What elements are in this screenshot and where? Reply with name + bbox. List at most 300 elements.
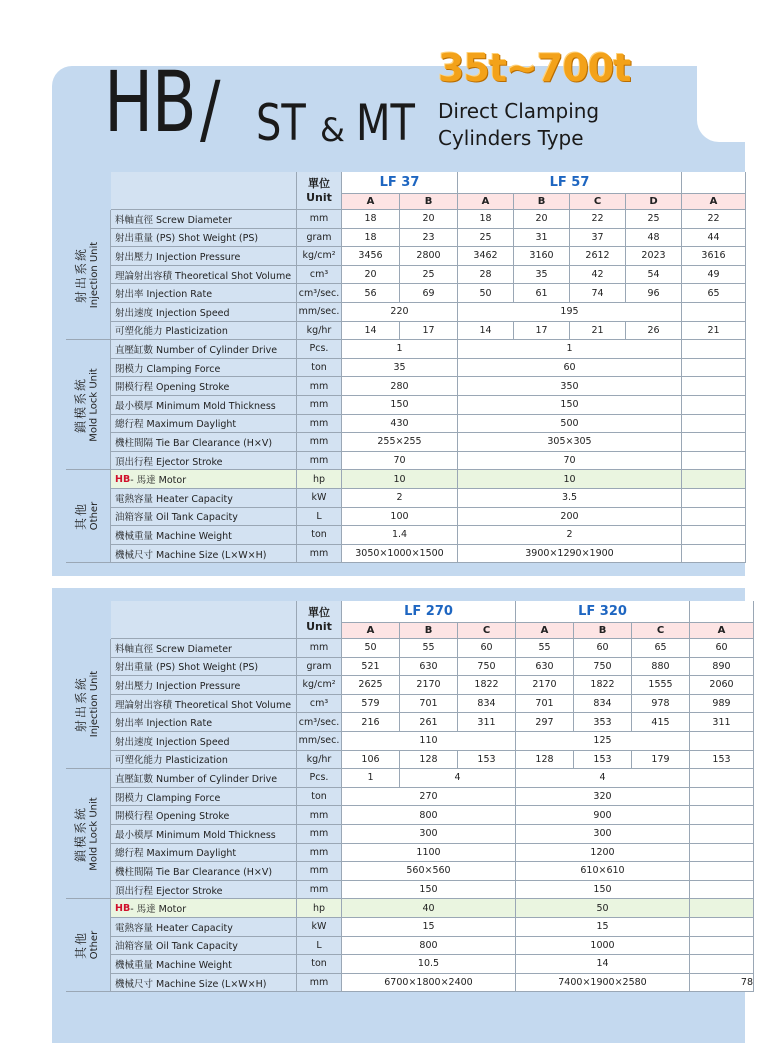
value-cell: 14 bbox=[458, 322, 514, 341]
value-cell: 40 bbox=[342, 899, 516, 918]
value-cell: 2170 bbox=[400, 676, 458, 695]
title-mt: MT bbox=[356, 94, 415, 152]
value-cell: 78 bbox=[690, 974, 754, 993]
value-cell: 35 bbox=[514, 266, 570, 285]
value-cell: 153 bbox=[690, 751, 754, 770]
row-unit: mm bbox=[297, 806, 342, 825]
row-unit: mm bbox=[297, 545, 342, 564]
value-cell: 21 bbox=[570, 322, 626, 341]
row-label-text: 機柱間隔 Tie Bar Clearance (H×V) bbox=[115, 866, 273, 878]
value-cell: 128 bbox=[516, 751, 574, 770]
row-label-text: - 馬達 Motor bbox=[130, 475, 187, 487]
value-cell: 74 bbox=[570, 284, 626, 303]
value-cell: 750 bbox=[458, 658, 516, 677]
row-label-text: 直壓缸數 Number of Cylinder Drive bbox=[115, 344, 278, 356]
value-cell: 48 bbox=[626, 229, 682, 248]
hb-prefix: HB bbox=[115, 902, 131, 914]
row-label-text: 射出重量 (PS) Shot Weight (PS) bbox=[115, 662, 259, 674]
value-cell: 10 bbox=[458, 470, 682, 489]
row-label-text: 可塑化能力 Plasticization bbox=[115, 326, 228, 338]
row-unit: ton bbox=[297, 788, 342, 807]
value-cell: 834 bbox=[574, 695, 632, 714]
value-cell: 14 bbox=[516, 955, 690, 974]
row-label bbox=[111, 415, 297, 434]
row-label bbox=[111, 452, 297, 471]
value-cell: 1200 bbox=[516, 844, 690, 863]
value-cell: 630 bbox=[400, 658, 458, 677]
group-label-zh: 鎖模系統 bbox=[74, 376, 89, 433]
value-cell: 49 bbox=[682, 266, 746, 285]
value-cell bbox=[682, 359, 746, 378]
row-label bbox=[111, 266, 297, 285]
value-cell: 96 bbox=[626, 284, 682, 303]
variant-header: B bbox=[400, 623, 458, 639]
value-cell bbox=[682, 526, 746, 545]
group-label-text bbox=[75, 241, 101, 307]
row-unit: mm/sec. bbox=[297, 732, 342, 751]
row-label bbox=[111, 340, 297, 359]
group-label-zh: 其他 bbox=[74, 931, 88, 960]
row-unit: mm bbox=[297, 210, 342, 229]
value-cell: 21 bbox=[682, 322, 746, 341]
header-notch bbox=[697, 66, 757, 142]
unit-header-zh: 單位 bbox=[308, 176, 330, 190]
row-unit: gram bbox=[297, 658, 342, 677]
row-label-text: 機械重量 Machine Weight bbox=[115, 530, 232, 542]
value-cell: 989 bbox=[690, 695, 754, 714]
value-cell: 17 bbox=[514, 322, 570, 341]
value-cell: 255×255 bbox=[342, 433, 458, 452]
value-cell: 70 bbox=[458, 452, 682, 471]
row-label bbox=[111, 396, 297, 415]
row-label-text: 機柱間隔 Tie Bar Clearance (H×V) bbox=[115, 437, 273, 449]
value-cell: 50 bbox=[516, 899, 690, 918]
row-unit: mm bbox=[297, 974, 342, 993]
value-cell: 20 bbox=[514, 210, 570, 229]
row-label bbox=[111, 359, 297, 378]
value-cell: 350 bbox=[458, 377, 682, 396]
row-label bbox=[111, 713, 297, 732]
value-cell: 978 bbox=[632, 695, 690, 714]
value-cell: 1 bbox=[342, 340, 458, 359]
value-cell: 2 bbox=[458, 526, 682, 545]
row-unit: mm bbox=[297, 415, 342, 434]
row-label-text: 射出速度 Injection Speed bbox=[115, 307, 230, 319]
variant-header: B bbox=[574, 623, 632, 639]
row-label-text: 頂出行程 Ejector Stroke bbox=[115, 456, 223, 468]
value-cell: 25 bbox=[400, 266, 458, 285]
unit-header-zh: 單位 bbox=[308, 605, 330, 619]
group-label bbox=[66, 470, 111, 563]
value-cell: 834 bbox=[458, 695, 516, 714]
row-label bbox=[111, 545, 297, 564]
value-cell: 1000 bbox=[516, 937, 690, 956]
row-unit: hp bbox=[297, 470, 342, 489]
value-cell: 3900×1290×1900 bbox=[458, 545, 682, 564]
unit-header-en: Unit bbox=[306, 619, 332, 633]
row-label-text: 料軸直徑 Screw Diameter bbox=[115, 214, 232, 226]
value-cell: 195 bbox=[458, 303, 682, 322]
value-cell: 521 bbox=[342, 658, 400, 677]
variant-header: A bbox=[458, 194, 514, 210]
group-label-zh: 鎖模系統 bbox=[74, 805, 89, 862]
row-label bbox=[111, 695, 297, 714]
group-label-text bbox=[75, 502, 101, 530]
value-cell: 60 bbox=[458, 639, 516, 658]
value-cell bbox=[682, 303, 746, 322]
row-unit: cm³ bbox=[297, 695, 342, 714]
model-header: LF 37 bbox=[342, 172, 458, 194]
value-cell: 2 bbox=[342, 489, 458, 508]
variant-header: C bbox=[570, 194, 626, 210]
value-cell: 15 bbox=[342, 918, 516, 937]
value-cell: 54 bbox=[626, 266, 682, 285]
model-header: LF 270 bbox=[342, 601, 516, 623]
value-cell bbox=[690, 937, 754, 956]
row-label-text: 開模行程 Opening Stroke bbox=[115, 382, 230, 394]
row-label-text: 最小模厚 Minimum Mold Thickness bbox=[115, 829, 276, 841]
value-cell: 42 bbox=[570, 266, 626, 285]
value-cell: 153 bbox=[458, 751, 516, 770]
value-cell bbox=[682, 433, 746, 452]
value-cell: 44 bbox=[682, 229, 746, 248]
row-label bbox=[111, 322, 297, 341]
unit-header bbox=[297, 172, 342, 210]
row-label-text: 機械尺寸 Machine Size (L×W×H) bbox=[115, 978, 267, 990]
value-cell: 2625 bbox=[342, 676, 400, 695]
brand-title: HB bbox=[104, 53, 196, 151]
value-cell: 200 bbox=[458, 508, 682, 527]
row-label-text: 理論射出容積 Theoretical Shot Volume bbox=[115, 699, 292, 711]
row-label-text: 料軸直徑 Screw Diameter bbox=[115, 643, 232, 655]
value-cell: 15 bbox=[516, 918, 690, 937]
value-cell: 150 bbox=[342, 881, 516, 900]
row-unit: Pcs. bbox=[297, 769, 342, 788]
value-cell: 22 bbox=[570, 210, 626, 229]
row-label-text: 閉模力 Clamping Force bbox=[115, 792, 221, 804]
row-label bbox=[111, 247, 297, 266]
value-cell: 20 bbox=[400, 210, 458, 229]
row-label-text: 直壓缸數 Number of Cylinder Drive bbox=[115, 773, 278, 785]
value-cell: 500 bbox=[458, 415, 682, 434]
value-cell: 18 bbox=[342, 210, 400, 229]
row-label-text: 射出率 Injection Rate bbox=[115, 289, 213, 301]
value-cell: 150 bbox=[516, 881, 690, 900]
value-cell: 70 bbox=[342, 452, 458, 471]
value-cell: 2612 bbox=[570, 247, 626, 266]
model-header: LF 320 bbox=[516, 601, 690, 623]
row-label-text: 電熱容量 Heater Capacity bbox=[115, 493, 233, 505]
group-label-en: Injection Unit bbox=[89, 241, 100, 308]
unit-header-en: Unit bbox=[306, 190, 332, 204]
group-label-zh: 射出系統 bbox=[74, 675, 88, 732]
row-label-text: 電熱容量 Heater Capacity bbox=[115, 922, 233, 934]
value-cell bbox=[682, 489, 746, 508]
row-label-text: 最小模厚 Minimum Mold Thickness bbox=[115, 400, 276, 412]
row-unit: kW bbox=[297, 918, 342, 937]
value-cell: 37 bbox=[570, 229, 626, 248]
row-label bbox=[111, 751, 297, 770]
group-label bbox=[66, 639, 111, 769]
row-label-text: 總行程 Maximum Daylight bbox=[115, 419, 237, 431]
variant-header: A bbox=[690, 623, 754, 639]
product-description bbox=[438, 98, 599, 152]
value-cell bbox=[690, 918, 754, 937]
variant-header: A bbox=[682, 194, 746, 210]
type-header bbox=[111, 601, 297, 639]
value-cell: 55 bbox=[516, 639, 574, 658]
value-cell: 1 bbox=[342, 769, 400, 788]
group-label-en: Injection Unit bbox=[89, 670, 100, 737]
row-label bbox=[111, 489, 297, 508]
unit-header bbox=[297, 601, 342, 639]
row-unit: kg/cm² bbox=[297, 247, 342, 266]
value-cell: 1555 bbox=[632, 676, 690, 695]
variant-header: C bbox=[632, 623, 690, 639]
value-cell bbox=[682, 396, 746, 415]
value-cell: 4 bbox=[400, 769, 516, 788]
row-unit: ton bbox=[297, 359, 342, 378]
value-cell: 10.5 bbox=[342, 955, 516, 974]
row-label-text: 頂出行程 Ejector Stroke bbox=[115, 885, 223, 897]
group-label-zh: 射出系統 bbox=[74, 246, 88, 303]
row-label-text: 油箱容量 Oil Tank Capacity bbox=[115, 512, 238, 524]
value-cell: 800 bbox=[342, 937, 516, 956]
value-cell: 128 bbox=[400, 751, 458, 770]
row-label bbox=[111, 284, 297, 303]
variant-header: A bbox=[342, 194, 400, 210]
row-label-text: 射出速度 Injection Speed bbox=[115, 736, 230, 748]
row-unit: mm bbox=[297, 377, 342, 396]
value-cell bbox=[682, 545, 746, 564]
value-cell: 800 bbox=[342, 806, 516, 825]
group-label bbox=[66, 769, 111, 899]
row-unit: kg/hr bbox=[297, 322, 342, 341]
row-label-text: 油箱容量 Oil Tank Capacity bbox=[115, 941, 238, 953]
value-cell: 65 bbox=[682, 284, 746, 303]
row-label-text: - 馬達 Motor bbox=[130, 904, 187, 916]
row-unit: mm bbox=[297, 881, 342, 900]
value-cell: 3616 bbox=[682, 247, 746, 266]
row-unit: mm/sec. bbox=[297, 303, 342, 322]
value-cell: 60 bbox=[690, 639, 754, 658]
group-label bbox=[66, 340, 111, 470]
value-cell: 50 bbox=[458, 284, 514, 303]
value-cell: 153 bbox=[574, 751, 632, 770]
value-cell: 415 bbox=[632, 713, 690, 732]
value-cell: 28 bbox=[458, 266, 514, 285]
value-cell: 17 bbox=[400, 322, 458, 341]
value-cell: 25 bbox=[458, 229, 514, 248]
row-label-text: 總行程 Maximum Daylight bbox=[115, 848, 237, 860]
value-cell: 61 bbox=[514, 284, 570, 303]
row-unit: cm³ bbox=[297, 266, 342, 285]
value-cell: 216 bbox=[342, 713, 400, 732]
row-label-text: 射出重量 (PS) Shot Weight (PS) bbox=[115, 233, 259, 245]
value-cell: 69 bbox=[400, 284, 458, 303]
value-cell: 3050×1000×1500 bbox=[342, 545, 458, 564]
value-cell: 25 bbox=[626, 210, 682, 229]
row-label-text: 機械重量 Machine Weight bbox=[115, 959, 232, 971]
model-header bbox=[682, 172, 746, 194]
value-cell: 2060 bbox=[690, 676, 754, 695]
row-label-text: 射出壓力 Injection Pressure bbox=[115, 680, 241, 692]
variant-header: A bbox=[516, 623, 574, 639]
value-cell: 1100 bbox=[342, 844, 516, 863]
row-label bbox=[111, 844, 297, 863]
row-unit: gram bbox=[297, 229, 342, 248]
value-cell: 60 bbox=[574, 639, 632, 658]
tonnage-range: 35t~700t bbox=[438, 46, 631, 90]
value-cell: 261 bbox=[400, 713, 458, 732]
value-cell: 900 bbox=[516, 806, 690, 825]
variant-header: C bbox=[458, 623, 516, 639]
row-label bbox=[111, 210, 297, 229]
value-cell: 18 bbox=[458, 210, 514, 229]
value-cell bbox=[690, 899, 754, 918]
value-cell: 3160 bbox=[514, 247, 570, 266]
row-label bbox=[111, 918, 297, 937]
value-cell bbox=[690, 862, 754, 881]
row-unit: kg/hr bbox=[297, 751, 342, 770]
value-cell: 750 bbox=[574, 658, 632, 677]
value-cell: 297 bbox=[516, 713, 574, 732]
group-label bbox=[66, 899, 111, 992]
row-label bbox=[111, 732, 297, 751]
row-unit: mm bbox=[297, 844, 342, 863]
value-cell bbox=[682, 508, 746, 527]
variant-header: B bbox=[514, 194, 570, 210]
value-cell bbox=[690, 769, 754, 788]
row-unit: mm bbox=[297, 639, 342, 658]
row-label-text: 開模行程 Opening Stroke bbox=[115, 811, 230, 823]
value-cell: 3462 bbox=[458, 247, 514, 266]
value-cell: 150 bbox=[342, 396, 458, 415]
value-cell bbox=[682, 377, 746, 396]
row-unit: ton bbox=[297, 955, 342, 974]
value-cell: 56 bbox=[342, 284, 400, 303]
group-label-text bbox=[75, 797, 101, 870]
row-unit: kW bbox=[297, 489, 342, 508]
value-cell: 150 bbox=[458, 396, 682, 415]
value-cell: 560×560 bbox=[342, 862, 516, 881]
variant-header: A bbox=[342, 623, 400, 639]
description-line-2: Cylinders Type bbox=[438, 126, 584, 150]
value-cell: 890 bbox=[690, 658, 754, 677]
row-label bbox=[111, 303, 297, 322]
variant-header: D bbox=[626, 194, 682, 210]
row-label-text: 機械尺寸 Machine Size (L×W×H) bbox=[115, 549, 267, 561]
value-cell bbox=[682, 340, 746, 359]
value-cell bbox=[690, 881, 754, 900]
value-cell: 6700×1800×2400 bbox=[342, 974, 516, 993]
value-cell bbox=[690, 732, 754, 751]
value-cell: 3.5 bbox=[458, 489, 682, 508]
value-cell: 353 bbox=[574, 713, 632, 732]
description-line-1: Direct Clamping bbox=[438, 99, 600, 123]
value-cell: 23 bbox=[400, 229, 458, 248]
variant-header: B bbox=[400, 194, 458, 210]
row-unit: mm bbox=[297, 862, 342, 881]
value-cell: 18 bbox=[342, 229, 400, 248]
title-st: ST bbox=[256, 94, 306, 152]
row-label bbox=[111, 974, 297, 993]
row-unit: mm bbox=[297, 452, 342, 471]
value-cell: 31 bbox=[514, 229, 570, 248]
value-cell: 20 bbox=[342, 266, 400, 285]
row-label bbox=[111, 470, 297, 489]
row-unit: mm bbox=[297, 396, 342, 415]
value-cell: 270 bbox=[342, 788, 516, 807]
row-label bbox=[111, 862, 297, 881]
group-label-text bbox=[75, 368, 101, 441]
value-cell: 125 bbox=[516, 732, 690, 751]
value-cell: 7400×1900×2580 bbox=[516, 974, 690, 993]
group-label-zh: 其他 bbox=[74, 502, 88, 531]
value-cell bbox=[690, 825, 754, 844]
value-cell: 880 bbox=[632, 658, 690, 677]
value-cell: 300 bbox=[342, 825, 516, 844]
hb-prefix: HB bbox=[115, 473, 131, 485]
row-label bbox=[111, 377, 297, 396]
row-label bbox=[111, 955, 297, 974]
row-label bbox=[111, 433, 297, 452]
value-cell: 14 bbox=[342, 322, 400, 341]
row-label bbox=[111, 825, 297, 844]
value-cell: 280 bbox=[342, 377, 458, 396]
row-label-text: 理論射出容積 Theoretical Shot Volume bbox=[115, 270, 292, 282]
group-label-en: Other bbox=[89, 502, 100, 531]
row-label bbox=[111, 881, 297, 900]
row-unit: ton bbox=[297, 526, 342, 545]
value-cell: 1822 bbox=[458, 676, 516, 695]
value-cell: 579 bbox=[342, 695, 400, 714]
value-cell: 22 bbox=[682, 210, 746, 229]
row-label bbox=[111, 788, 297, 807]
value-cell: 305×305 bbox=[458, 433, 682, 452]
value-cell: 60 bbox=[458, 359, 682, 378]
row-label bbox=[111, 526, 297, 545]
value-cell: 100 bbox=[342, 508, 458, 527]
group-label-text bbox=[75, 670, 101, 736]
model-header bbox=[690, 601, 754, 623]
value-cell bbox=[690, 844, 754, 863]
group-label-text bbox=[75, 931, 101, 959]
value-cell: 179 bbox=[632, 751, 690, 770]
title-slash: / bbox=[200, 64, 221, 153]
value-cell bbox=[690, 788, 754, 807]
value-cell: 50 bbox=[342, 639, 400, 658]
value-cell: 1822 bbox=[574, 676, 632, 695]
value-cell: 311 bbox=[690, 713, 754, 732]
group-label-en: Other bbox=[89, 931, 100, 960]
value-cell: 300 bbox=[516, 825, 690, 844]
row-unit: cm³/sec. bbox=[297, 284, 342, 303]
value-cell: 311 bbox=[458, 713, 516, 732]
row-label bbox=[111, 508, 297, 527]
row-unit: kg/cm² bbox=[297, 676, 342, 695]
value-cell: 4 bbox=[516, 769, 690, 788]
value-cell: 55 bbox=[400, 639, 458, 658]
value-cell: 2023 bbox=[626, 247, 682, 266]
value-cell: 65 bbox=[632, 639, 690, 658]
value-cell: 320 bbox=[516, 788, 690, 807]
row-unit: mm bbox=[297, 433, 342, 452]
value-cell bbox=[682, 470, 746, 489]
model-header: LF 57 bbox=[458, 172, 682, 194]
row-unit: L bbox=[297, 937, 342, 956]
value-cell: 1 bbox=[458, 340, 682, 359]
